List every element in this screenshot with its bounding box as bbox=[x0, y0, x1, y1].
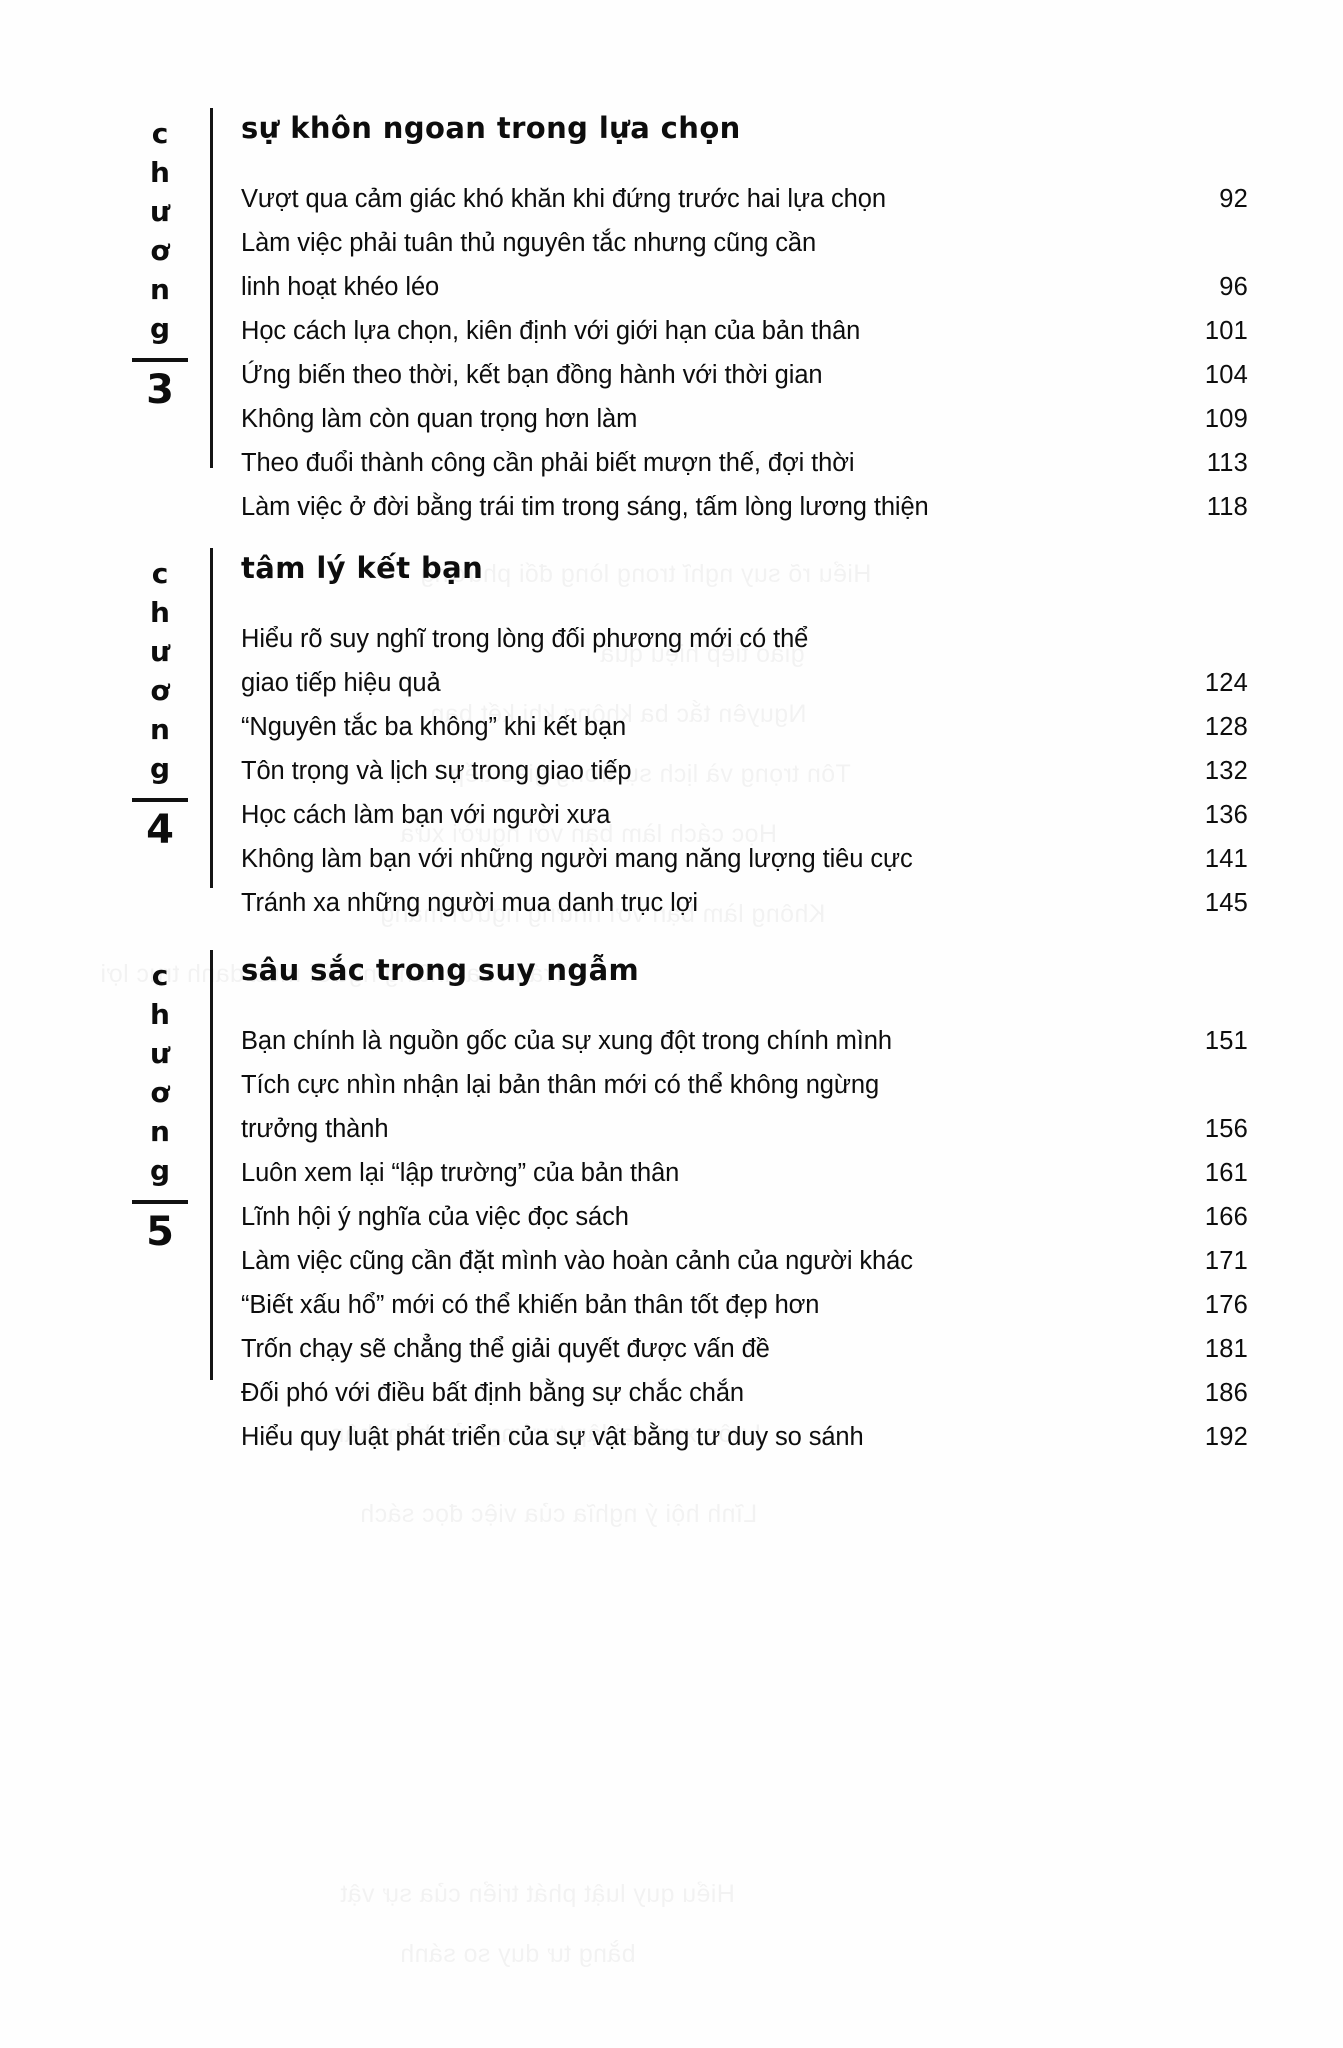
toc-entry[interactable] bbox=[241, 1066, 1248, 1105]
toc-entry[interactable] bbox=[241, 312, 1248, 351]
chapter-divider-bar bbox=[210, 108, 213, 468]
toc-entry[interactable] bbox=[241, 1154, 1248, 1193]
toc-entry-page: 101 bbox=[1204, 317, 1248, 345]
toc-entry-title: “Nguyên tắc ba không” khi kết bạn bbox=[241, 713, 627, 741]
toc-entry-title: linh hoạt khéo léo bbox=[241, 273, 440, 301]
chapter-word-letter: ơ bbox=[150, 1076, 170, 1109]
toc-entry-title: Đối phó với điều bất định bằng sự chắc chắn bbox=[241, 1379, 744, 1407]
toc-entry[interactable] bbox=[241, 708, 1248, 747]
chapter-word-letter: g bbox=[149, 752, 171, 785]
toc-entry-title: Theo đuổi thành công cần phải biết mượn thế, đợi thời bbox=[241, 449, 855, 477]
toc-entry-page: 92 bbox=[1219, 185, 1248, 213]
paper-showthrough bbox=[400, 1940, 636, 1969]
toc-entry-page: 171 bbox=[1204, 1247, 1248, 1275]
toc-entry-title: Tôn trọng và lịch sự trong giao tiếp bbox=[241, 757, 632, 785]
toc-entry[interactable] bbox=[241, 1022, 1248, 1061]
toc-entry[interactable] bbox=[241, 664, 1248, 703]
toc-entry[interactable] bbox=[241, 884, 1248, 923]
toc-entry[interactable] bbox=[241, 224, 1248, 263]
toc-entry-title: Không làm bạn với những người mang năng lượng tiêu cực bbox=[241, 845, 913, 873]
toc-entry-title: giao tiếp hiệu quả bbox=[241, 669, 441, 697]
toc-entry-title: Vượt qua cảm giác khó khăn khi đứng trước hai lựa chọn bbox=[241, 185, 886, 213]
toc-entry[interactable] bbox=[241, 1374, 1248, 1413]
chapter-word-letter: h bbox=[150, 156, 170, 189]
chapter-heading: sâu sắc trong suy ngẫm bbox=[241, 953, 640, 987]
chapter-marker-5 bbox=[110, 950, 210, 1254]
chapter-word-vertical bbox=[150, 114, 170, 348]
toc-entry[interactable] bbox=[241, 1242, 1248, 1281]
toc-entry-page: 192 bbox=[1204, 1423, 1248, 1451]
chapter-divider-bar bbox=[210, 950, 213, 1380]
toc-entry-title: Học cách làm bạn với người xưa bbox=[241, 801, 611, 829]
chapter-heading: tâm lý kết bạn bbox=[241, 551, 484, 585]
toc-entry-title: Hiểu quy luật phát triển của sự vật bằng tư duy so sánh bbox=[241, 1423, 864, 1451]
chapter-marker-3 bbox=[110, 108, 210, 412]
chapter-marker-rule bbox=[132, 1200, 188, 1204]
chapter-word-vertical bbox=[150, 554, 170, 788]
chapter-marker-4 bbox=[110, 548, 210, 852]
toc-entry-title: Làm việc ở đời bằng trái tim trong sáng, tấm lòng lương thiện bbox=[241, 493, 929, 521]
toc-entry[interactable] bbox=[241, 268, 1248, 307]
chapter-number: 4 bbox=[146, 807, 174, 853]
toc-entry-title: Tích cực nhìn nhận lại bản thân mới có thể không ngừng bbox=[241, 1071, 880, 1099]
chapter-word-letter: h bbox=[150, 596, 170, 629]
chapter-body-5 bbox=[241, 950, 1343, 1462]
chapter-body-3 bbox=[241, 108, 1343, 532]
chapter-word-letter: g bbox=[149, 312, 171, 345]
chapter-word-letter: ơ bbox=[150, 674, 170, 707]
toc-entry[interactable] bbox=[241, 356, 1248, 395]
toc-entry-title: Bạn chính là nguồn gốc của sự xung đột trong chính mình bbox=[241, 1027, 892, 1055]
chapter-divider-bar bbox=[210, 548, 213, 888]
toc-entry-title: Không làm còn quan trọng hơn làm bbox=[241, 405, 638, 433]
toc-entry-title: Ứng biến theo thời, kết bạn đồng hành với thời gian bbox=[241, 361, 823, 389]
toc-entry-page: 166 bbox=[1204, 1203, 1248, 1231]
toc-entry[interactable] bbox=[241, 1330, 1248, 1369]
toc-entry-title: Làm việc phải tuân thủ nguyên tắc nhưng cũng cần bbox=[241, 229, 817, 257]
toc-entry-title: Luôn xem lại “lập trường” của bản thân bbox=[241, 1159, 680, 1187]
paper-showthrough bbox=[340, 1880, 735, 1909]
chapter-word-letter: ơ bbox=[150, 234, 170, 267]
toc-entry-title: Hiểu rõ suy nghĩ trong lòng đối phương mới có thể bbox=[241, 625, 809, 653]
chapter-word-letter: c bbox=[151, 117, 169, 150]
paper-showthrough bbox=[360, 1500, 757, 1529]
toc-entry[interactable] bbox=[241, 488, 1248, 527]
toc-entry-page: 104 bbox=[1204, 361, 1248, 389]
chapter-word-letter: h bbox=[150, 998, 170, 1031]
toc-entry[interactable] bbox=[241, 1286, 1248, 1325]
toc-entry-page: 113 bbox=[1206, 449, 1248, 477]
chapter-number: 5 bbox=[146, 1209, 174, 1255]
toc-entry[interactable] bbox=[241, 1418, 1248, 1457]
chapter-word-letter: n bbox=[150, 273, 170, 306]
chapter-word-letter: ư bbox=[150, 195, 170, 228]
toc-entry-title: Làm việc cũng cần đặt mình vào hoàn cảnh của người khác bbox=[241, 1247, 913, 1275]
toc-entry-page: 156 bbox=[1204, 1115, 1248, 1143]
toc-entry[interactable] bbox=[241, 840, 1248, 879]
toc-entry[interactable] bbox=[241, 400, 1248, 439]
toc-entry-page: 186 bbox=[1204, 1379, 1248, 1407]
chapter-number: 3 bbox=[146, 367, 174, 413]
toc-entry-title: trưởng thành bbox=[241, 1115, 389, 1143]
chapter-block-5 bbox=[0, 950, 1343, 1462]
toc-entry-page: 136 bbox=[1204, 801, 1248, 829]
toc-entry-page: 132 bbox=[1204, 757, 1248, 785]
chapter-heading: sự khôn ngoan trong lựa chọn bbox=[241, 111, 741, 145]
chapter-word-letter: g bbox=[149, 1154, 171, 1187]
toc-entry-title: Trốn chạy sẽ chẳng thể giải quyết được vấn đề bbox=[241, 1335, 770, 1363]
toc-entry[interactable] bbox=[241, 1110, 1248, 1149]
toc-entry-page: 96 bbox=[1219, 273, 1248, 301]
toc-entry[interactable] bbox=[241, 444, 1248, 483]
toc-entry-page: 118 bbox=[1206, 493, 1248, 521]
toc-entry-page: 109 bbox=[1204, 405, 1248, 433]
toc-entry[interactable] bbox=[241, 1198, 1248, 1237]
toc-entry[interactable] bbox=[241, 796, 1248, 835]
chapter-word-vertical bbox=[150, 956, 170, 1190]
toc-entry[interactable] bbox=[241, 752, 1248, 791]
chapter-word-letter: ư bbox=[150, 635, 170, 668]
toc-entry-title: Học cách lựa chọn, kiên định với giới hạn của bản thân bbox=[241, 317, 861, 345]
toc-entry-page: 128 bbox=[1204, 713, 1248, 741]
toc-entry-page: 124 bbox=[1204, 669, 1248, 697]
toc-entry-page: 181 bbox=[1204, 1335, 1248, 1363]
toc-entry[interactable] bbox=[241, 620, 1248, 659]
toc-entry-title: Tránh xa những người mua danh trục lợi bbox=[241, 889, 698, 917]
chapter-word-letter: c bbox=[151, 959, 169, 992]
chapter-marker-rule bbox=[132, 798, 188, 802]
chapter-word-letter: n bbox=[150, 1115, 170, 1148]
toc-entry-page: 141 bbox=[1204, 845, 1248, 873]
toc-entry-title: Lĩnh hội ý nghĩa của việc đọc sách bbox=[241, 1203, 629, 1231]
toc-entry-page: 161 bbox=[1204, 1159, 1248, 1187]
chapter-word-letter: n bbox=[150, 713, 170, 746]
toc-entry-title: “Biết xấu hổ” mới có thể khiến bản thân tốt đẹp hơn bbox=[241, 1291, 820, 1319]
chapter-word-letter: ư bbox=[150, 1037, 170, 1070]
toc-entry[interactable] bbox=[241, 180, 1248, 219]
toc-entry-page: 176 bbox=[1204, 1291, 1248, 1319]
toc-entry-page: 151 bbox=[1204, 1027, 1248, 1055]
chapter-word-letter: c bbox=[151, 557, 169, 590]
chapter-body-4 bbox=[241, 548, 1343, 928]
chapter-block-4 bbox=[0, 548, 1343, 928]
chapter-block-3 bbox=[0, 108, 1343, 532]
chapter-marker-rule bbox=[132, 358, 188, 362]
toc-entry-page: 145 bbox=[1204, 889, 1248, 917]
